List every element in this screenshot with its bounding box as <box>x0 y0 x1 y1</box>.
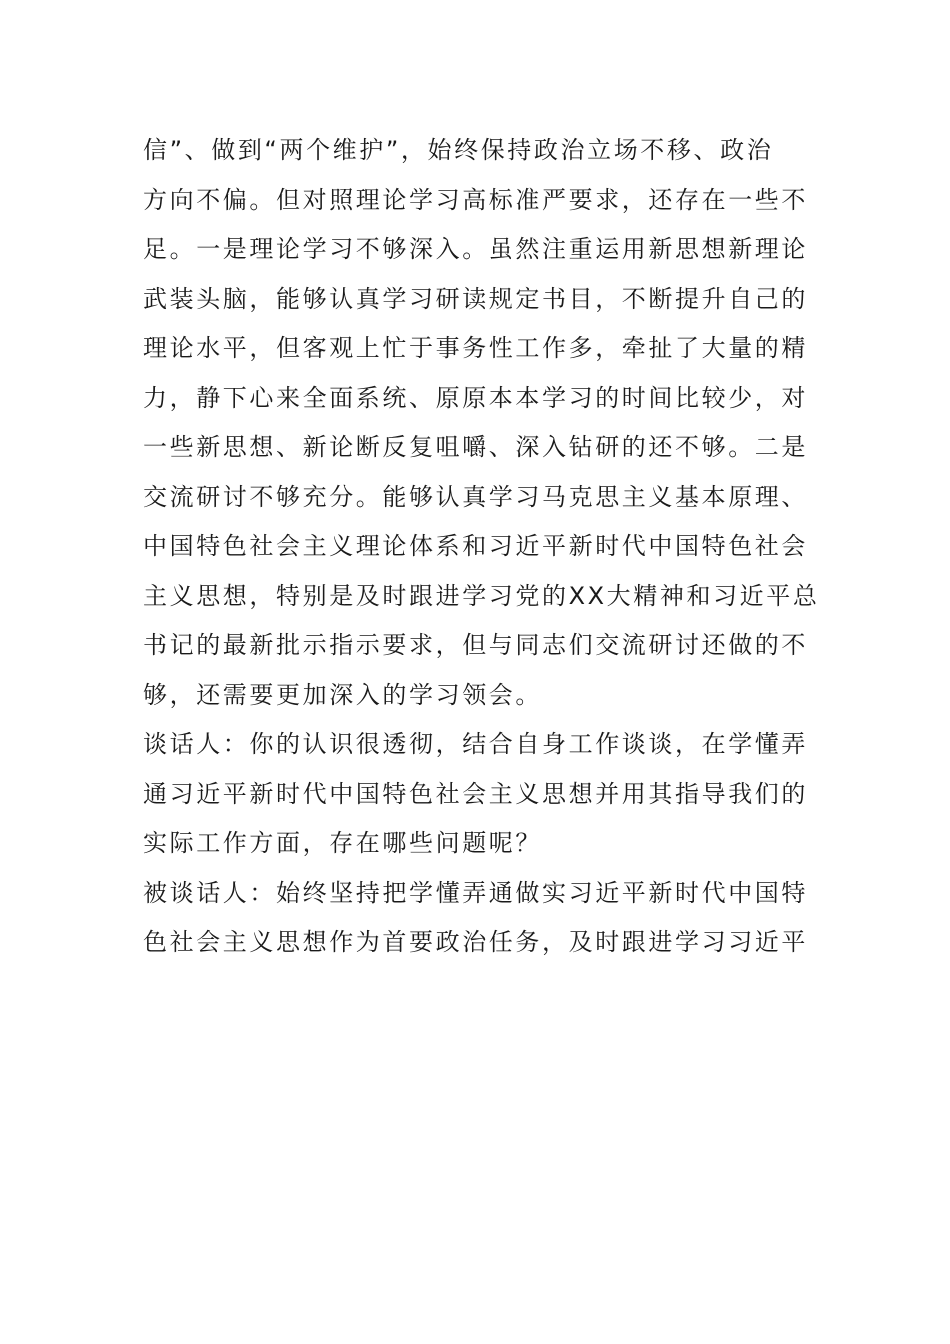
text-line: 力，静下心来全面系统、原原本本学习的时间比较少，对 <box>143 383 808 412</box>
text-line: 实际工作方面，存在哪些问题呢？ <box>143 829 542 857</box>
text-line: 色社会主义思想作为首要政治任务，及时跟进学习习近平 <box>143 928 808 956</box>
text-line: 主义思想，特别是及时跟进学习党的XX大精神和习近平总 <box>143 581 820 610</box>
text-line: 中国特色社会主义理论体系和习近平新时代中国特色社会 <box>143 532 808 560</box>
text-line: 信”、做到“两个维护”，始终保持政治立场不移、政治 <box>143 136 774 164</box>
speaker-line: 被谈话人：始终坚持把学懂弄通做实习近平新时代中国特 <box>143 878 808 907</box>
text-line: 足。一是理论学习不够深入。虽然注重运用新思想新理论 <box>143 235 808 263</box>
text-line: 一些新思想、新论断反复咀嚼、深入钻研的还不够。二是 <box>143 433 808 461</box>
body-text <box>143 126 823 968</box>
speaker-line: 谈话人：你的认识很透彻，结合自身工作谈谈，在学懂弄 <box>143 730 808 758</box>
text-line: 通习近平新时代中国特色社会主义思想并用其指导我们的 <box>143 779 808 808</box>
text-line: 理论水平，但客观上忙于事务性工作多，牵扯了大量的精 <box>143 334 808 362</box>
text-line: 武装头脑，能够认真学习研读规定书目，不断提升自己的 <box>143 284 808 313</box>
text-line: 交流研讨不够充分。能够认真学习马克思主义基本原理、 <box>143 482 808 511</box>
text-line: 够，还需要更加深入的学习领会。 <box>143 680 542 709</box>
text-line: 书记的最新批示指示要求，但与同志们交流研讨还做的不 <box>143 631 808 659</box>
text-line: 方向不偏。但对照理论学习高标准严要求，还存在一些不 <box>143 185 808 214</box>
